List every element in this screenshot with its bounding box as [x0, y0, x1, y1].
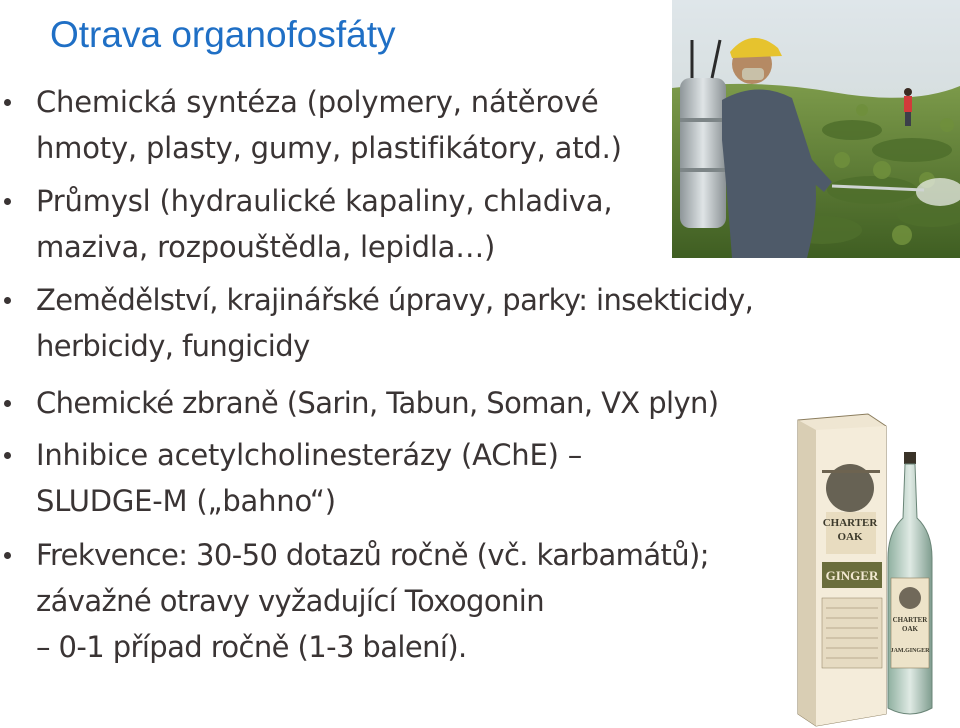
box-label-ginger: GINGER [825, 568, 879, 583]
bullet-line: Průmysl (hydraulické kapaliny, chladiva, [36, 184, 613, 218]
bullet-line: Frekvence: 30-50 dotazů ročně (vč. karbamátů); [36, 538, 709, 572]
bullet-line: závažné otravy vyžadující Toxogonin [36, 584, 544, 618]
farmer-spraying-illustration [672, 0, 960, 258]
bullet-item [36, 178, 612, 270]
bullet-dot [4, 99, 11, 106]
box-label-oak: OAK [837, 531, 863, 543]
bullet-item [36, 277, 753, 369]
bottle-label-charter: CHARTER [892, 616, 928, 624]
bullet-dot [4, 198, 11, 205]
bullet-item [36, 532, 709, 670]
ginger-bottles-illustration [792, 408, 960, 728]
bullet-item [36, 432, 582, 524]
slide-title: Otrava organofosfáty [50, 14, 396, 55]
bullet-line: hmoty, plasty, gumy, plastifikátory, atd.) [36, 131, 622, 165]
bullet-line: Chemické zbraně (Sarin, Tabun, Soman, VX plyn) [36, 386, 719, 420]
farmer-spraying-photo [672, 0, 960, 258]
bullet-dot [4, 400, 11, 407]
bullet-item [36, 79, 622, 171]
bullet-dot [4, 452, 11, 459]
bullet-dot [4, 297, 11, 304]
bullet-line: – 0-1 případ ročně (1-3 balení). [36, 630, 467, 664]
bullet-line: Inhibice acetylcholinesterázy (AChE) – [36, 438, 583, 472]
bullet-item [36, 380, 719, 426]
ginger-bottles-photo [792, 408, 960, 728]
bullet-line: Chemická syntéza (polymery, nátěrové [36, 85, 599, 119]
bottle-label-oak: OAK [902, 625, 918, 633]
bullet-dot [4, 552, 11, 559]
bottle-label-jam-ginger: JAM.GINGER [890, 648, 930, 654]
box-label-charter: CHARTER [822, 517, 878, 529]
bullet-line: SLUDGE-M („bahno“) [36, 484, 336, 518]
bullet-line: Zemědělství, krajinářské úpravy, parky: insekticidy, [36, 283, 754, 317]
bullet-line: maziva, rozpouštědla, lepidla…) [36, 230, 496, 264]
bullet-line: herbicidy, fungicidy [36, 329, 310, 363]
